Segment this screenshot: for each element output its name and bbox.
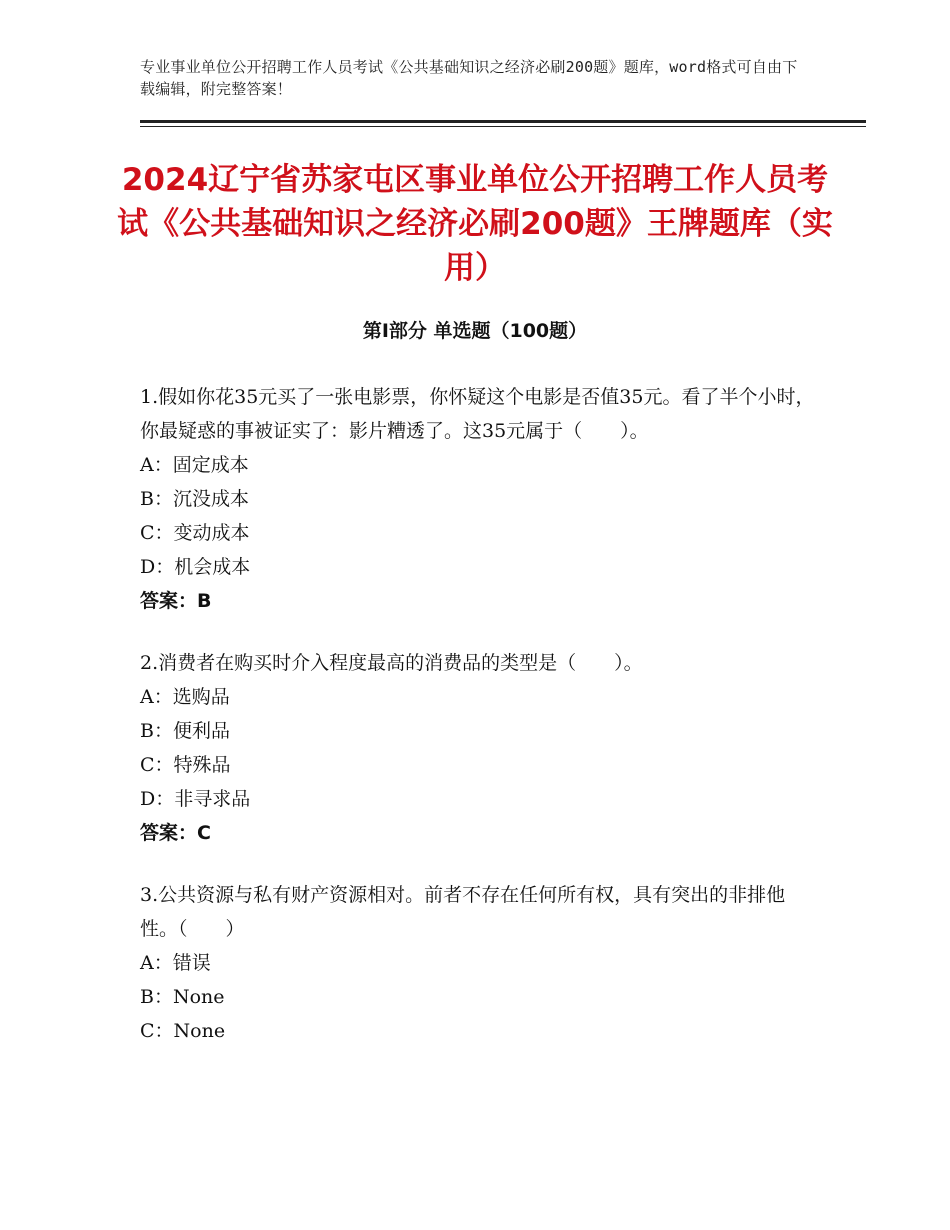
answer: 答案：C [140, 822, 211, 844]
option-b: B：None [140, 986, 225, 1008]
question-3 [140, 878, 820, 1048]
question-stem: 1.假如你花35元买了一张电影票，你怀疑这个电影是否值35元。看了半个小时，你最疑惑的事被证实了：影片糟透了。这35元属于（ ）。 [140, 386, 815, 442]
option-d: D：非寻求品 [140, 788, 251, 810]
option-a: A：固定成本 [140, 454, 249, 476]
header-note: 专业事业单位公开招聘工作人员考试《公共基础知识之经济必刷200题》题库，word格式可自由下载编辑，附完整答案！ [140, 58, 798, 98]
option-a: A：选购品 [140, 686, 230, 708]
option-b: B：便利品 [140, 720, 230, 742]
option-c: C：特殊品 [140, 754, 231, 776]
question-stem: 3.公共资源与私有财产资源相对。前者不存在任何所有权，具有突出的非排他性。（ ） [140, 884, 786, 940]
answer: 答案：B [140, 590, 212, 612]
question-2 [140, 646, 820, 850]
option-c: C：None [140, 1020, 226, 1042]
question-list [140, 380, 820, 1076]
header-divider-thick [140, 120, 866, 123]
option-b: B：沉没成本 [140, 488, 249, 510]
document-title: 2024辽宁省苏家屯区事业单位公开招聘工作人员考试《公共基础知识之经济必刷200题》王牌题库（实用） [117, 162, 833, 286]
option-a: A：错误 [140, 952, 211, 974]
header-divider-thin [140, 126, 866, 127]
question-1 [140, 380, 820, 618]
section-title: 第Ⅰ部分 单选题（100题） [362, 320, 588, 342]
option-c: C：变动成本 [140, 522, 250, 544]
option-d: D：机会成本 [140, 556, 251, 578]
question-stem: 2.消费者在购买时介入程度最高的消费品的类型是（ ）。 [140, 652, 643, 674]
